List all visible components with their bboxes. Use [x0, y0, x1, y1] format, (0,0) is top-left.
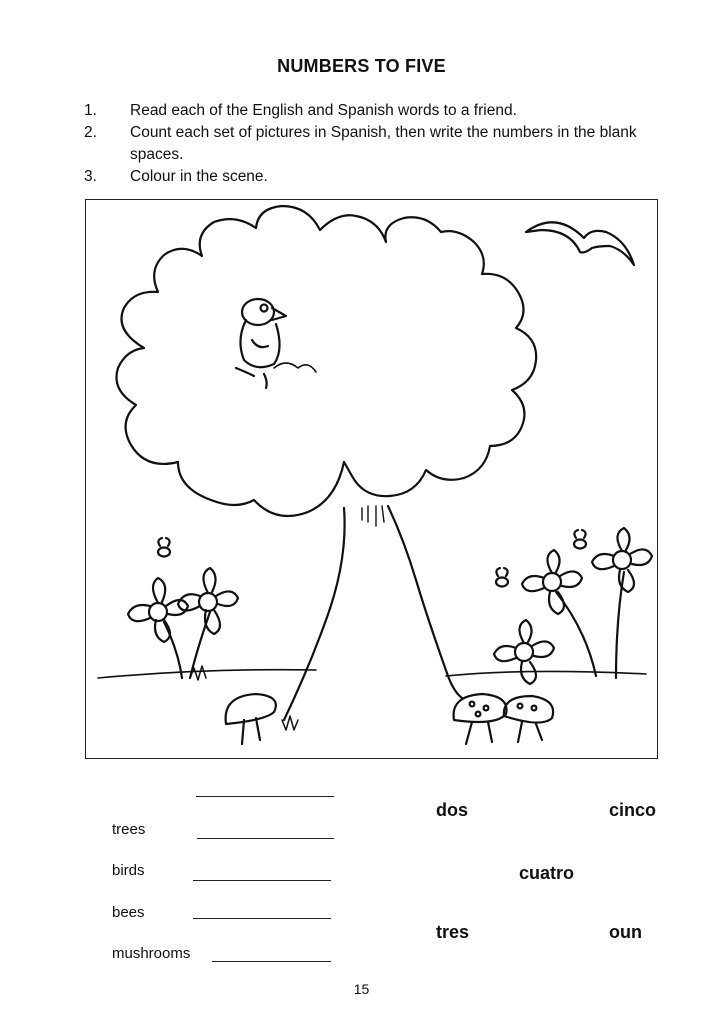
- page-title: NUMBERS TO FIVE: [277, 56, 446, 76]
- answer-line-birds[interactable]: [193, 880, 331, 881]
- flower-icon: [178, 568, 238, 678]
- spanish-word: tres: [436, 922, 470, 942]
- spanish-word: cinco: [609, 800, 657, 820]
- answer-line-mushrooms[interactable]: [212, 961, 331, 962]
- word-birds: birds: [112, 862, 145, 879]
- instruction-text: Count each set of pictures in Spanish, then write the numbers in the blank spaces.: [130, 124, 637, 163]
- bee-icon: [574, 530, 586, 549]
- mushroom-icon: [454, 694, 507, 744]
- flower-icon: [592, 528, 652, 678]
- instruction-1: [84, 100, 684, 122]
- tree-trunk-icon: [284, 508, 345, 720]
- flower-icon: [128, 578, 188, 678]
- instruction-text: Colour in the scene.: [130, 168, 268, 185]
- instruction-3: [84, 166, 684, 188]
- mushroom-icon: [504, 696, 553, 742]
- flower-icon: [522, 550, 596, 676]
- spanish-word: oun: [609, 922, 642, 942]
- answer-line-trees[interactable]: [197, 838, 334, 839]
- instruction-text: Read each of the English and Spanish words to a friend.: [130, 102, 517, 119]
- instruction-2: [84, 122, 684, 166]
- perched-bird-icon: [236, 299, 316, 388]
- answer-line[interactable]: [196, 796, 334, 797]
- sky-bird-icon: [526, 222, 634, 265]
- flower-icon: [494, 620, 554, 684]
- word-trees: trees: [112, 821, 146, 838]
- page-number: 15: [353, 981, 370, 997]
- answer-line-bees[interactable]: [193, 918, 331, 919]
- instruction-number: 2.: [84, 124, 97, 141]
- tree-canopy-icon: [116, 206, 536, 516]
- word-bees: bees: [112, 904, 145, 921]
- instruction-number: 1.: [84, 102, 97, 119]
- bee-icon: [496, 568, 508, 587]
- mushroom-icon: [226, 694, 276, 744]
- scene-illustration: [85, 199, 658, 759]
- spanish-word: dos: [436, 800, 469, 820]
- bee-icon: [158, 538, 170, 557]
- spanish-word: cuatro: [519, 863, 575, 883]
- word-mushrooms: mushrooms: [112, 945, 191, 962]
- instruction-number: 3.: [84, 168, 97, 185]
